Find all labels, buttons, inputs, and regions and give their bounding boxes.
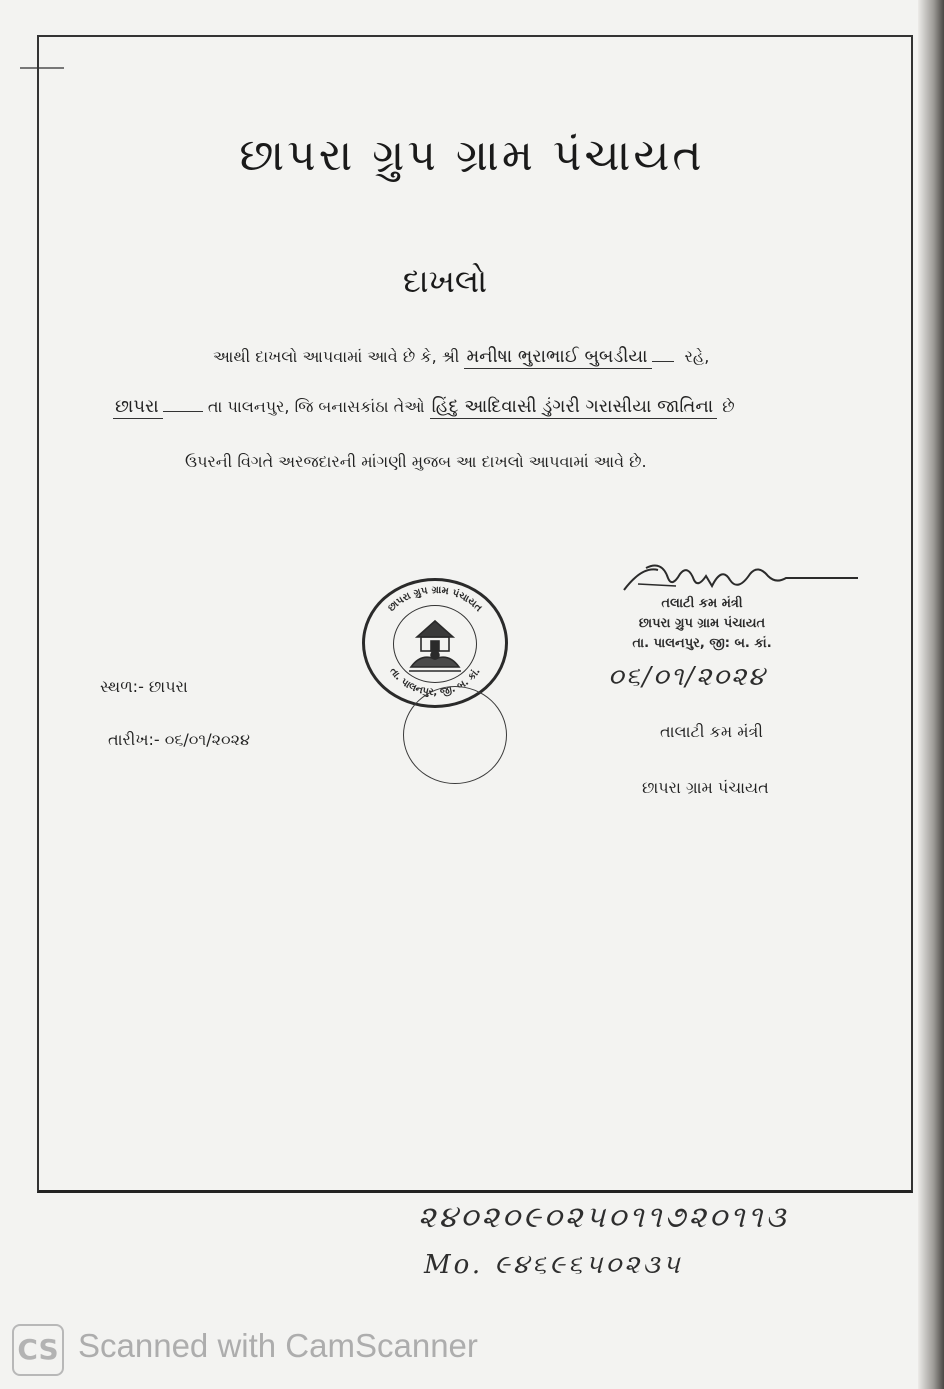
line1-prefix: આથી દાખલો આપવામાં આવે છે કે, શ્રી bbox=[213, 347, 460, 366]
footer-office: છાપરા ગ્રામ પંચાયત bbox=[642, 778, 769, 797]
camscanner-logo: CS bbox=[12, 1324, 64, 1376]
seal-inner-ring bbox=[393, 605, 477, 683]
seal-bottom-text: તા. પાલનપુર, જી. બ. કાં. bbox=[387, 665, 483, 699]
date-label: તારીખ:- ૦૬/૦૧/૨૦૨૪ bbox=[108, 730, 250, 749]
footer-designation: તાલાટી કમ મંત્રી bbox=[660, 722, 763, 741]
certificate-line-1 bbox=[213, 346, 709, 367]
sig-designation: તલાટી કમ મંત્રી bbox=[661, 596, 743, 611]
line2-middle: તા પાલનપુર, જિ બનાસકાંઠા તેઓ bbox=[207, 397, 425, 416]
seal-impression-circle bbox=[403, 686, 507, 784]
certificate-line-3: ઉપરની વિગતે અરજદારની માંગણી મુજબ આ દાખલો આપવામાં આવે છે. bbox=[185, 452, 647, 471]
sig-office: છાપરા ગ્રુપ ગ્રામ પંચાયત bbox=[638, 616, 766, 631]
document-subtitle: દાખલો bbox=[402, 262, 488, 300]
applicant-name: મનીષા ભુરાભાઈ બુબડીયા bbox=[464, 346, 651, 369]
certificate-line-2 bbox=[113, 396, 735, 417]
seal-top-text: છાપરા ગ્રુપ ગ્રામ પંચાયત bbox=[386, 584, 484, 615]
camscanner-watermark: Scanned with CamScanner bbox=[78, 1327, 478, 1364]
village-name: છાપરા bbox=[113, 396, 163, 419]
application-number: ૨૪૦૨૦૯૦૨૫૦૧૧૭૨૦૧૧૩ bbox=[418, 1200, 789, 1235]
name-underline bbox=[652, 361, 674, 362]
mobile-number: Mo. ૯૪૬૯૬૫૦૨૩૫ bbox=[424, 1250, 683, 1280]
line2-suffix: છે bbox=[722, 397, 735, 416]
document-title: છાપરા ગ્રુપ ગ્રામ પંચાયત bbox=[239, 130, 705, 181]
sig-address: તા. પાલનપુર, જી: બ. કાં. bbox=[632, 636, 772, 651]
caste-name: હિંદુ આદિવાસી ડુંગરી ગરાસીયા જાતિના bbox=[430, 396, 717, 419]
line1-suffix: રહે, bbox=[684, 347, 710, 366]
village-underline bbox=[163, 411, 203, 412]
signature-block bbox=[602, 596, 802, 651]
place-label: સ્થળ:- છાપરા bbox=[100, 677, 188, 696]
handwritten-sign-date: ૦૬/૦૧/૨૦૨૪ bbox=[608, 662, 767, 692]
page-edge-shadow bbox=[918, 0, 944, 1389]
